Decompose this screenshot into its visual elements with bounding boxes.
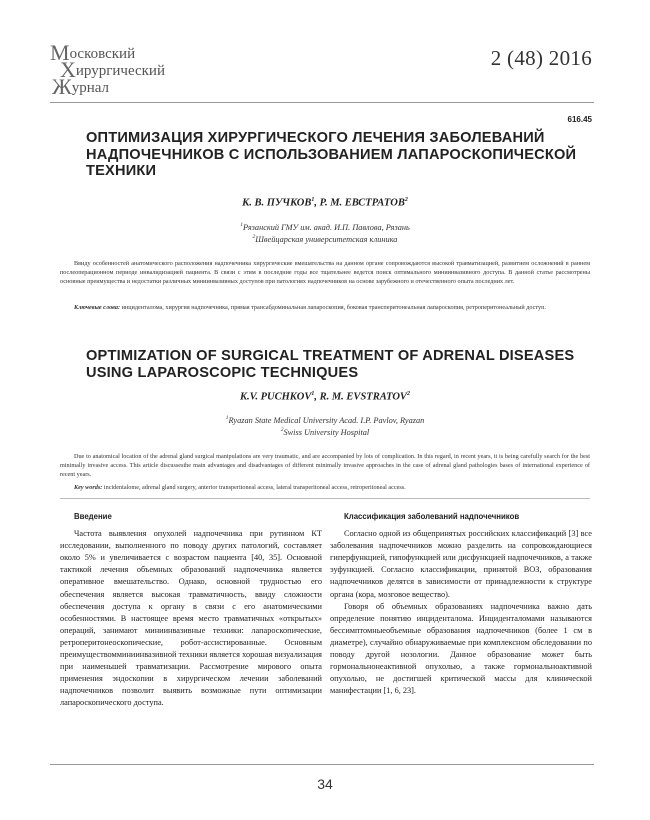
footer-divider [50,764,594,765]
journal-logo: Московский Хирургический Журнал [50,40,165,99]
paragraph-introduction: Частота выявления опухолей надпочечника при рутинном КТ исследовании, выполненного по поводу других патологий, составляет около 5% и увеличивается с возрастом пациента [40, 35]. Основной тактикой лечения объемных образований надпочечника является оперативное вмешательство. Однако, основной трудностью его обеспечения является высокая травматичность, ввиду сложности обеспечения доступа к органу в связи с его анатомическими особенностями. В настоящее время место травматичных «открытых» операций, занимают миниинвазивные техники: лапароскопические, ретроперитонеоскопические, робот-ассистированные. Основным преимуществомминиинвазивной техники является хорошая визуализация при наименьшей травматизации. Рассмотрение мирового опыта применения эндоскопии в хирургическом лечении заболеваний надпочечников позволит выявить возможные пути оптимизации лапароскопического доступа. [60,529,322,708]
paragraph-classification-2: Говоря об объемных образованиях надпочечника важно дать определение понятию инциденталома. Инциденталомами называются бессимптомныеобъемные образования надпочечников (более 1 см в диаметре), случайно обнаруживаемые при комплексном обследовании по поводу другой нозологии. Данное образование может быть гормональнонеактивной опухолью, а также гормональноактивной опухолью, не достигшей критической массы для клинической манифестации [1, 6, 23]. [330,601,592,696]
affiliation-1-english: $^1$Ryazan State Medical University Acad. I.P. Pavlov, Ryazan [225,415,425,425]
affiliation-2-russian: $^2$Швейцарская университетская клиника [252,234,398,244]
abstract-english: Due to anatomical location of the adrenal gland surgical manipulations are very traumatic, and are accompanied by lots of complication. In this regard, in recent years, it is being carefully search for the best minimally invasive access. This article discussesthe main advantages and disadvantages of different minimally invasive approaches in the case of adrenal gland pathologies bases of international experience of recent years. [60,453,590,478]
udc-code: 616.45 [567,115,592,124]
column-left [60,511,322,710]
authors-russian: К. В. ПУЧКОВ$^1$, Р. М. ЕВСТРАТОВ$^2$ [242,197,408,209]
authors-english: K.V. PUCHKOV$^1$, R. M. EVSTRATOV$^2$ [240,391,410,403]
heading-classification: Классификация заболеваний надпочечников [344,512,520,521]
keywords-english: Key words: incidentalome, adrenal gland surgery, anterior transperitoneal access, lateral transperitoneal access, retroperitoneal access. [74,484,406,491]
title-english: OPTIMIZATION OF SURGICAL TREATMENT OF ADRENAL DISEASES USING LAPAROSCOPIC TECHNIQUES [86,348,575,381]
page-number: 34 [317,776,333,792]
header-divider [50,102,594,103]
title-russian: ОПТИМИЗАЦИЯ ХИРУРГИЧЕСКОГО ЛЕЧЕНИЯ ЗАБОЛЕВАНИЙ НАДПОЧЕЧНИКОВ С ИСПОЛЬЗОВАНИЕМ ЛАПАРОСКОПИЧЕСКОЙ ТЕХНИКИ [86,130,577,179]
abstract-russian: Ввиду особенностей анатомического расположения надпочечника хирургические вмешательства на данном органе сопровождаются высокой травматизацией, развитием осложнений в раннем послеоперационном периоде инвалидизацией пациента. В связи с этим в последние годы все тщательнее ведется поиск оптимального миниинвазивного доступа. В данной статье рассмотрены основные преимущества и недостатки различных миниинвазивных доступов при патологиях надпочечников на основе зарубежного и отечественного опыта последних лет. [60,260,590,285]
paragraph-classification-1: Согласно одной из общепринятых российских классификаций [3] все заболевания надпочечников можно разделить на сопровождающиеся гиперфункцией, гипофункцией или дисфункцией надпочечников, а также эуфункцией. Согласно классификации, принятой ВОЗ, образования надпочечников делятся в зависимости от принадлежности к структуре органа (кора, мозговое вещество). [330,529,592,599]
column-right [330,511,592,697]
issue-number: 2 (48) 2016 [490,46,592,70]
heading-introduction: Введение [74,512,112,521]
keywords-russian: Ключевые слова: инциденталома, хирургия надпочечника, прямая трансабдоминальная лапароскопия, боковая трансперитонеальная лапароскопия, ретроперитонеальный доступ. [74,304,546,311]
section-divider [60,498,590,499]
affiliation-2-english: $^2$Swiss University Hospital [280,427,370,437]
affiliation-1-russian: $^1$Рязанский ГМУ им. акад. И.П. Павлова, Рязань [240,222,410,232]
